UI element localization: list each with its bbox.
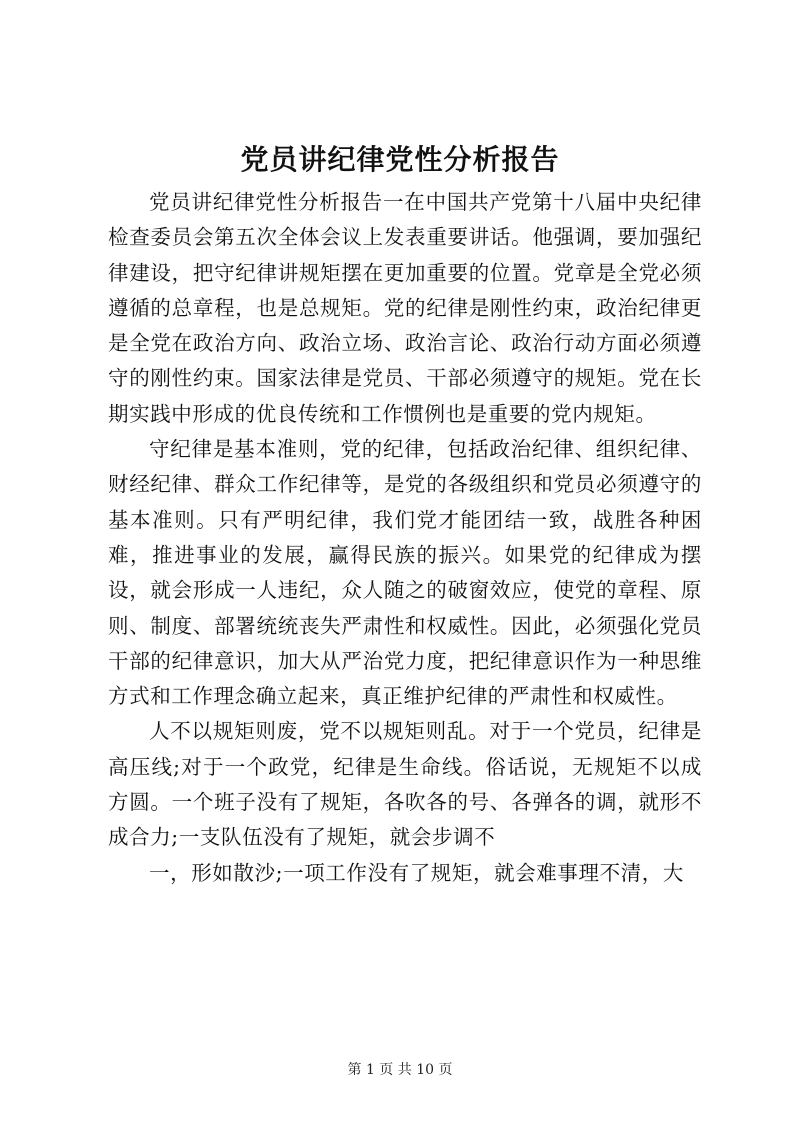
page-number-footer: 第 1 页 共 10 页 bbox=[347, 1062, 453, 1078]
paragraph-4: 一，形如散沙;一项工作没有了规矩，就会难事理不清，大 bbox=[149, 860, 685, 885]
paragraph-3: 人不以规矩则废，党不以规矩则乱。对于一个党员，纪律是高压线;对于一个政党，纪律是生命线。俗话说，无规矩不以成方圆。一个班子没有了规矩，各吹各的号、各弹各的调，就形不成合力;一支队伍没有了规矩，就会步调不 bbox=[108, 719, 702, 850]
paragraph-2: 守纪律是基本准则，党的纪律，包括政治纪律、组织纪律、财经纪律、群众工作纪律等，是党的各级组织和党员必须遵守的基本准则。只有严明纪律，我们党才能团结一致，战胜各种困难，推进事业的发展，赢得民族的振兴。如果党的纪律成为摆设，就会形成一人违纪，众人随之的破窗效应，使党的章程、原则、制度、部署统统丧失严肃性和权威性。因此，必须强化党员干部的纪律意识，加大从严治党力度，把纪律意识作为一种思维方式和工作理念确立起来，真正维护纪律的严肃性和权威性。 bbox=[108, 437, 702, 709]
paragraph-1: 党员讲纪律党性分析报告一在中国共产党第十八届中央纪律检查委员会第五次全体会议上发表重要讲话。他强调，要加强纪律建设，把守纪律讲规矩摆在更加重要的位置。党章是全党必须遵循的总章程，也是总规矩。党的纪律是刚性约束，政治纪律更是全党在政治方向、政治立场、政治言论、政治行动方面必须遵守的刚性约束。国家法律是党员、干部必须遵守的规矩。党在长期实践中形成的优良传统和工作惯例也是重要的党内规矩。 bbox=[108, 190, 702, 426]
document-body bbox=[108, 185, 702, 891]
document-title: 党员讲纪律党性分析报告 bbox=[240, 143, 560, 176]
